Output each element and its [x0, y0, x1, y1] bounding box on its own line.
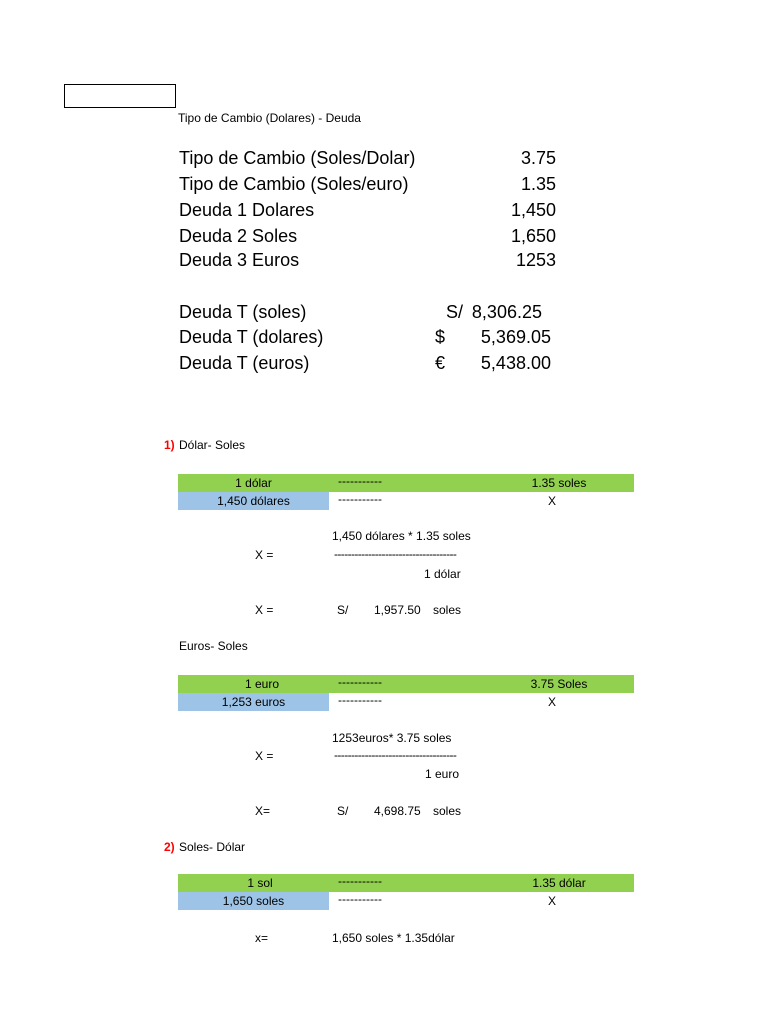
total-label: Deuda T (euros)	[179, 353, 310, 373]
currency-symbol: €	[435, 353, 446, 373]
summary-label: Deuda 2 Soles	[179, 226, 298, 246]
summary-label: Tipo de Cambio (Soles/euro)	[179, 174, 409, 194]
x-label: X =	[255, 749, 274, 763]
summary-value: 1253	[515, 250, 556, 270]
rate-dash: -----------	[338, 874, 382, 888]
result-label: X=	[255, 804, 271, 818]
fraction-line: ------------------------------------	[334, 547, 457, 561]
fraction-line: ------------------------------------	[334, 748, 457, 762]
currency-symbol: S/	[446, 302, 464, 322]
amount-from: 1,650 soles	[222, 894, 285, 908]
section-number: 1)	[164, 438, 175, 452]
formula-numerator: 1,650 soles * 1.35dólar	[332, 931, 455, 945]
amount-dash: -----------	[338, 892, 382, 906]
total-value: 8,306.25	[471, 302, 542, 322]
summary-label: Deuda 1 Dolares	[179, 200, 315, 220]
summary-value: 1,650	[510, 226, 556, 246]
summary-label: Deuda 3 Euros	[179, 250, 300, 270]
x-label: x=	[255, 931, 269, 945]
amount-from: 1,253 euros	[221, 695, 286, 709]
result-label: X =	[255, 603, 274, 617]
formula-numerator: 1,450 dólares * 1.35 soles	[332, 529, 471, 543]
amount-dash: -----------	[338, 693, 382, 707]
result-unit: soles	[433, 603, 462, 617]
total-value: 5,369.05	[480, 327, 551, 347]
rate-to: 3.75 Soles	[530, 677, 588, 691]
result-value: 4,698.75	[374, 804, 421, 818]
currency-symbol: $	[435, 327, 446, 347]
rate-dash: -----------	[338, 675, 382, 689]
rate-from: 1 sol	[247, 876, 273, 890]
rate-to: 1.35 soles	[531, 476, 587, 490]
rate-dash: -----------	[338, 474, 382, 488]
rate-to: 1.35 dólar	[532, 876, 586, 890]
summary-value: 1,450	[510, 200, 556, 220]
formula-denominator: 1 dólar	[424, 567, 461, 581]
amount-from: 1,450 dólares	[217, 494, 290, 508]
result-unit: soles	[433, 804, 462, 818]
summary-value: 3.75	[520, 148, 556, 168]
section-number: 2)	[164, 840, 175, 854]
sheet-subtitle: Tipo de Cambio (Dolares) - Deuda	[178, 111, 361, 125]
summary-value: 1.35	[520, 174, 556, 194]
result-symbol: S/	[337, 603, 349, 617]
section-title: Dólar- Soles	[179, 438, 246, 452]
amount-dash: -----------	[338, 492, 382, 506]
amount-unknown: X	[547, 695, 556, 709]
formula-numerator: 1253euros* 3.75 soles	[332, 731, 452, 745]
amount-unknown: X	[547, 494, 556, 508]
section-title: Soles- Dólar	[179, 840, 246, 854]
summary-label: Tipo de Cambio (Soles/Dolar)	[179, 148, 416, 168]
amount-unknown: X	[547, 894, 556, 908]
cell-selection-box[interactable]	[64, 84, 176, 108]
total-label: Deuda T (soles)	[179, 302, 307, 322]
formula-denominator: 1 euro	[425, 767, 460, 781]
x-label: X =	[255, 548, 274, 562]
result-value: 1,957.50	[374, 603, 421, 617]
total-value: 5,438.00	[480, 353, 551, 373]
rate-from: 1 dólar	[235, 476, 272, 490]
rate-from: 1 euro	[244, 677, 280, 691]
result-symbol: S/	[337, 804, 349, 818]
total-label: Deuda T (dolares)	[179, 327, 324, 347]
section-title: Euros- Soles	[179, 639, 248, 653]
